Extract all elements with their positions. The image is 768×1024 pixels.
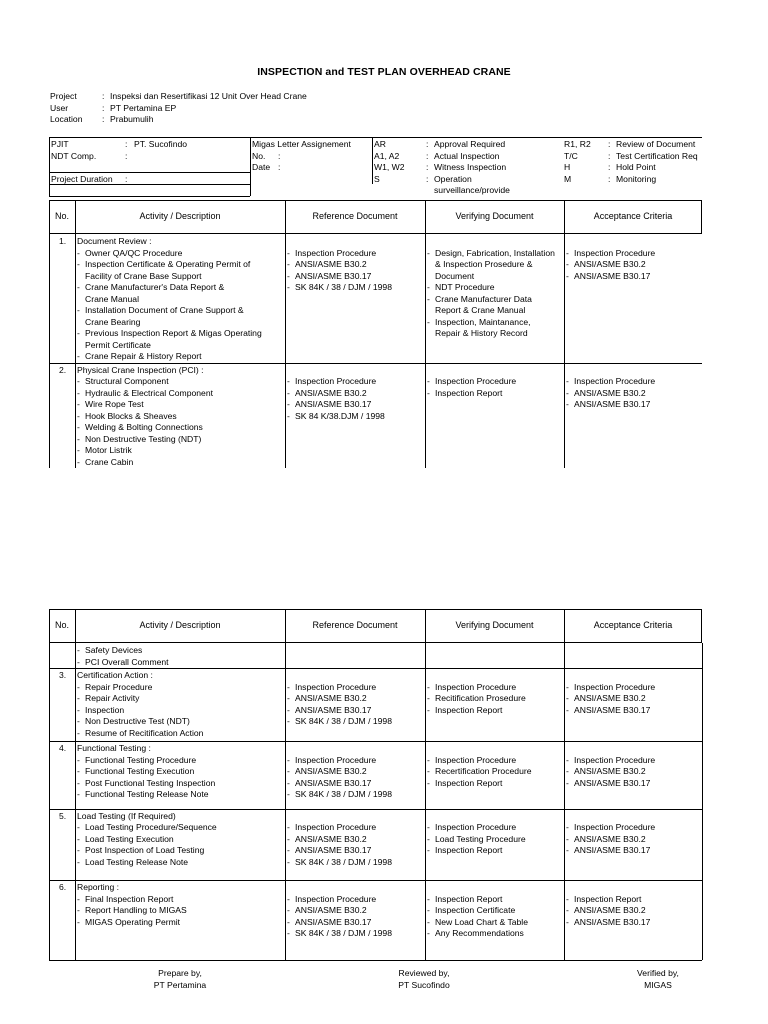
row-divider (49, 668, 702, 669)
signature-reviewed: Reviewed by, PT Sucofindo (398, 968, 450, 990)
bullet-dash: - (77, 856, 80, 867)
row-divider (49, 960, 702, 961)
bullet-dash: - (287, 693, 290, 703)
location-value: Prabumulih (110, 114, 154, 124)
pjit-value: PT. Sucofindo (134, 139, 188, 149)
date-label: Date (252, 162, 271, 172)
row-divider (49, 880, 702, 881)
bullet-dash: - (427, 681, 430, 692)
code-a: A1, A2 (374, 151, 400, 161)
bullet-dash: - (287, 856, 290, 867)
header-activity: Activity / Description (139, 211, 221, 221)
section-title: Functional Testing : (77, 743, 151, 753)
header-no: No. (54, 211, 69, 221)
header-no: No. (54, 620, 69, 630)
section-title: Reporting : (77, 882, 120, 892)
bullet-dash: - (566, 833, 569, 844)
bullet-dash: - (287, 905, 290, 915)
bullet-dash: - (77, 905, 80, 915)
bullet-dash: - (427, 766, 430, 776)
code-w: W1, W2 (374, 162, 405, 172)
bullet-dash: - (77, 656, 80, 667)
code-r: R1, R2 (564, 139, 591, 149)
bullet-dash: - (77, 305, 80, 315)
no-label: No. (252, 151, 266, 161)
bullet-dash: - (77, 422, 80, 432)
bullet-dash: - (287, 399, 290, 409)
bullet-dash: - (427, 387, 430, 398)
duration-label: Project Duration (51, 174, 113, 184)
bullet-dash: - (287, 410, 290, 421)
bullet-dash: - (287, 754, 290, 765)
meta-row-user: User : PT Pertamina EP (50, 102, 177, 113)
bullet-dash: - (287, 376, 290, 386)
bullet-dash: - (427, 704, 430, 715)
bullet-dash: - (77, 399, 80, 409)
bullet-dash: - (287, 259, 290, 269)
bullet-dash: - (77, 754, 80, 765)
bullet-dash: - (77, 727, 80, 738)
code-ar: AR (374, 139, 386, 149)
bullet-dash: - (427, 754, 430, 765)
bullet-dash: - (427, 833, 430, 844)
bullet-dash: - (566, 916, 569, 927)
bullet-dash: - (287, 822, 290, 832)
bullet-dash: - (566, 376, 569, 386)
row-number: 6. (59, 882, 67, 892)
bullet-dash: - (427, 905, 430, 915)
bullet-dash: - (427, 777, 430, 788)
bullet-dash: - (77, 681, 80, 692)
row-divider (49, 363, 702, 364)
bullet-dash: - (77, 704, 80, 715)
bullet-dash: - (287, 789, 290, 799)
bullet-dash: - (77, 916, 80, 927)
bullet-dash: - (287, 845, 290, 855)
bullet-dash: - (287, 833, 290, 844)
section-title: Load Testing (If Required) (77, 810, 176, 821)
row-number: 1. (59, 236, 67, 246)
bullet-dash: - (77, 351, 80, 361)
bullet-dash: - (287, 247, 290, 258)
bullet-dash: - (566, 681, 569, 692)
bullet-dash: - (566, 270, 569, 281)
row-divider (49, 809, 702, 810)
bullet-dash: - (427, 316, 430, 327)
bullet-dash: - (566, 693, 569, 703)
code-h: H (564, 162, 571, 172)
bullet-dash: - (566, 822, 569, 832)
bullet-dash: - (566, 259, 569, 269)
bullet-dash: - (427, 928, 430, 938)
header-verifying: Verifying Document (455, 211, 534, 221)
bullet-dash: - (566, 704, 569, 715)
bullet-dash: - (287, 916, 290, 927)
meta-row-location: Location : Prabumulih (50, 114, 154, 124)
bullet-dash: - (427, 293, 430, 304)
bullet-dash: - (427, 376, 430, 386)
ndt-label: NDT Comp. (51, 151, 97, 161)
section-title: Certification Action : (77, 670, 153, 680)
bullet-dash: - (77, 693, 80, 703)
bullet-dash: - (77, 822, 80, 832)
document-title: INSPECTION and TEST PLAN OVERHEAD CRANE (257, 66, 511, 78)
section-title: Physical Crane Inspection (PCI) : (77, 364, 204, 375)
bullet-dash: - (287, 270, 290, 281)
bullet-dash: - (77, 433, 80, 444)
bullet-dash: - (77, 645, 80, 655)
bullet-dash: - (287, 766, 290, 776)
bullet-dash: - (77, 259, 80, 269)
bullet-dash: - (77, 247, 80, 258)
bullet-dash: - (566, 399, 569, 409)
bullet-dash: - (77, 777, 80, 788)
bullet-dash: - (77, 376, 80, 386)
bullet-dash: - (427, 822, 430, 832)
bullet-dash: - (77, 789, 80, 799)
bullet-dash: - (77, 456, 80, 467)
bullet-dash: - (427, 282, 430, 292)
user-value: PT Pertamina EP (110, 102, 177, 113)
pjit-label: PJIT (51, 139, 69, 149)
bullet-dash: - (287, 928, 290, 938)
migas-label: Migas Letter Assignement (252, 139, 351, 149)
bullet-dash: - (566, 777, 569, 788)
bullet-dash: - (77, 845, 80, 855)
bullet-dash: - (77, 387, 80, 398)
project-value: Inspeksi dan Resertifikasi 12 Unit Over Head Crane (110, 91, 307, 101)
header-activity: Activity / Description (139, 620, 221, 630)
bullet-dash: - (77, 833, 80, 844)
bullet-dash: - (287, 893, 290, 904)
signature-prepared: Prepare by, PT Pertamina (153, 968, 207, 990)
bullet-dash: - (77, 766, 80, 776)
section-title: Document Review : (77, 236, 152, 246)
signature-verified: Verified by, MIGAS (637, 968, 679, 990)
project-meta (50, 91, 307, 126)
row-number: 2. (59, 364, 67, 375)
header-verifying: Verifying Document (455, 620, 534, 630)
code-tc: T/C (564, 151, 578, 161)
bullet-dash: - (287, 777, 290, 788)
bullet-dash: - (77, 282, 80, 292)
bullet-dash: - (427, 916, 430, 927)
bullet-dash: - (77, 445, 80, 455)
bullet-dash: - (566, 766, 569, 776)
bullet-dash: - (287, 387, 290, 398)
header-reference: Reference Document (312, 211, 398, 221)
bullet-dash: - (566, 387, 569, 398)
bullet-dash: - (287, 282, 290, 292)
row-number: 4. (59, 743, 67, 753)
row-number: 5. (59, 810, 67, 821)
bullet-dash: - (287, 716, 290, 726)
bullet-dash: - (287, 681, 290, 692)
bullet-dash: - (566, 247, 569, 258)
bullet-dash: - (566, 754, 569, 765)
row-divider (49, 741, 702, 742)
bullet-dash: - (77, 328, 80, 338)
bullet-dash: - (427, 247, 430, 258)
bullet-dash: - (287, 704, 290, 715)
bullet-dash: - (427, 845, 430, 855)
bullet-dash: - (427, 693, 430, 703)
row-number: 3. (59, 670, 67, 680)
header-acceptance: Acceptance Criteria (593, 211, 673, 221)
code-m: M (564, 174, 572, 184)
bullet-dash: - (566, 893, 569, 904)
bullet-dash: - (77, 893, 80, 904)
header-acceptance: Acceptance Criteria (593, 620, 673, 630)
bullet-dash: - (427, 893, 430, 904)
header-reference: Reference Document (312, 620, 398, 630)
bullet-dash: - (566, 905, 569, 915)
code-s: S (374, 174, 380, 184)
bullet-dash: - (77, 716, 80, 726)
meta-row-project: Project : Inspeksi dan Resertifikasi 12 Unit Over Head Crane (50, 91, 307, 101)
bullet-dash: - (566, 845, 569, 855)
bullet-dash: - (77, 410, 80, 421)
